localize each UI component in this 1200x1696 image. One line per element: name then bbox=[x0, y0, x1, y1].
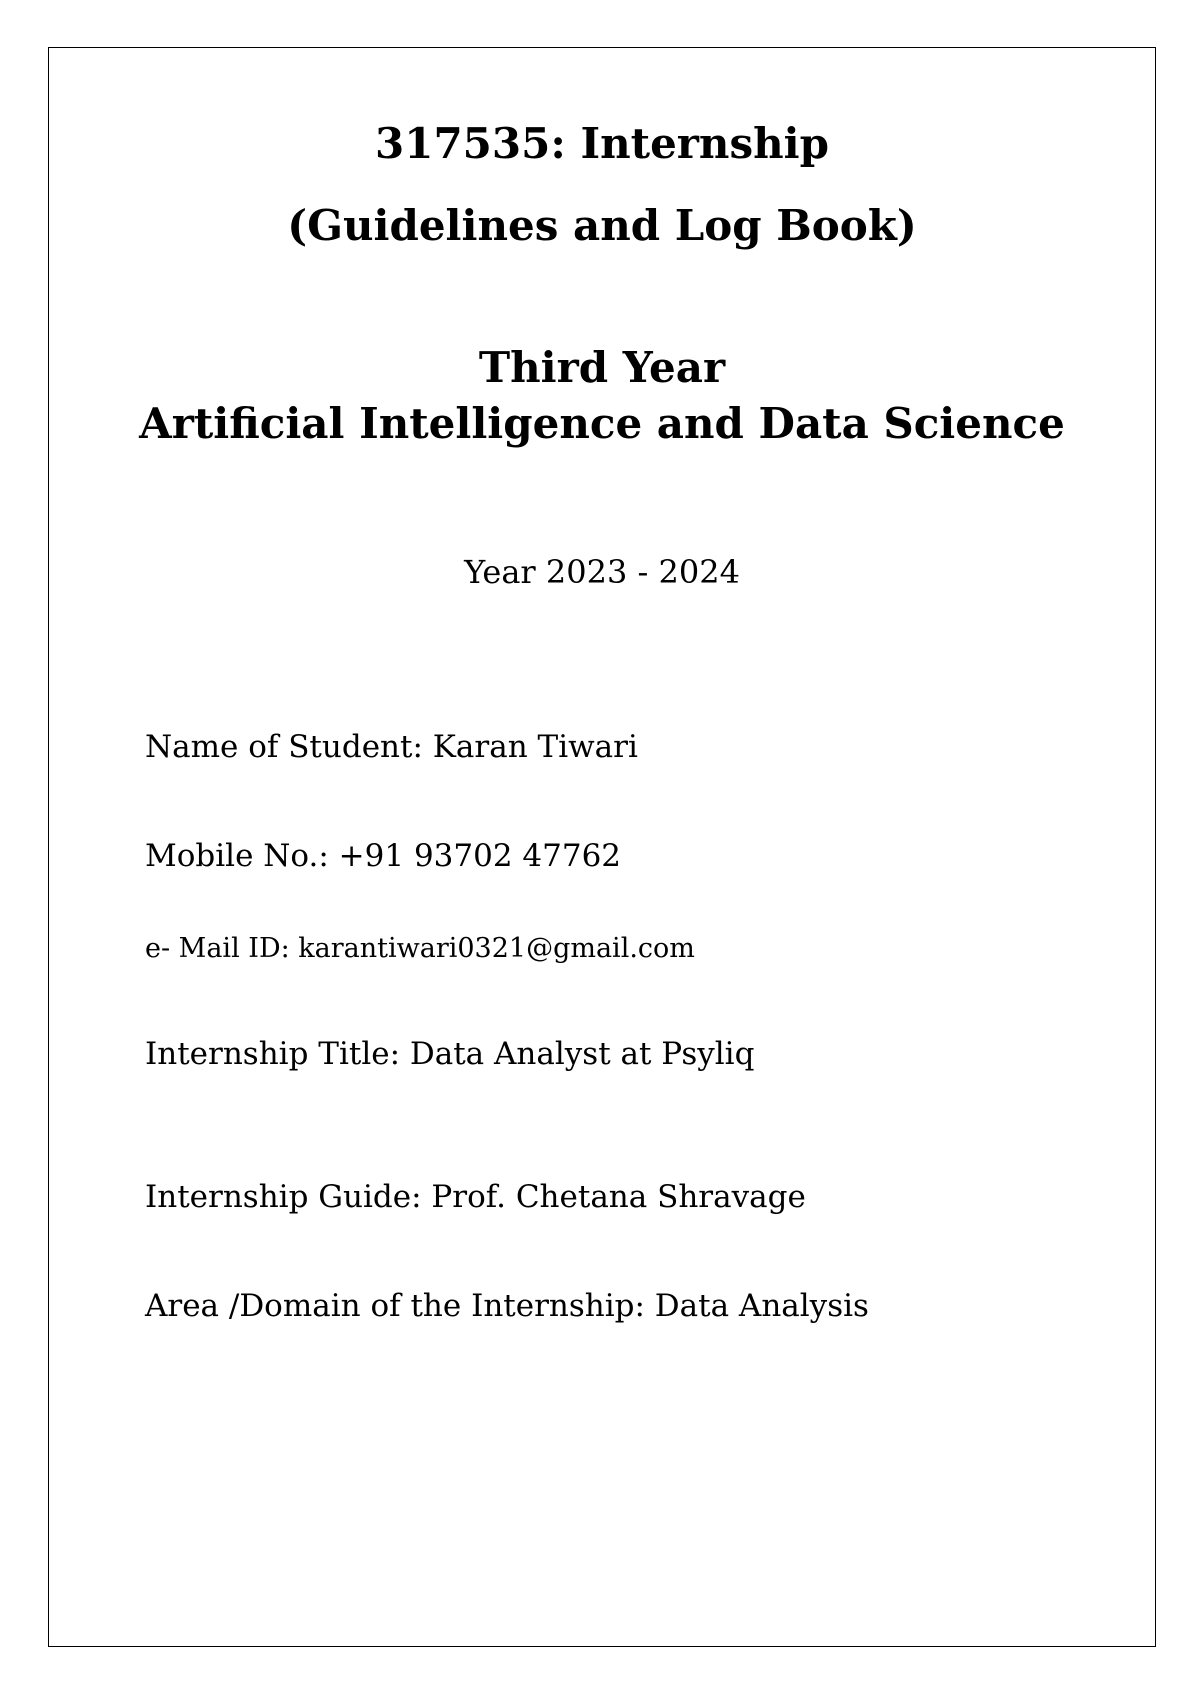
internship-title-field bbox=[145, 1034, 754, 1074]
document-subtitle: (Guidelines and Log Book) bbox=[287, 201, 917, 250]
academic-year: Year 2023 - 2024 bbox=[464, 553, 740, 591]
course-title: 317535: Internship bbox=[375, 119, 829, 168]
internship-domain-text: Area /Domain of the Internship: Data Analysis bbox=[145, 1288, 869, 1324]
year-heading: Third Year bbox=[478, 343, 726, 392]
mobile-text: Mobile No.: +91 93702 47762 bbox=[145, 838, 622, 874]
internship-title-text: Internship Title: Data Analyst at Psyliq bbox=[145, 1036, 755, 1072]
internship-domain-field bbox=[145, 1286, 869, 1326]
internship-guide-text: Internship Guide: Prof. Chetana Shravage bbox=[145, 1179, 806, 1215]
student-name-text: Name of Student: Karan Tiwari bbox=[145, 729, 638, 765]
internship-guide-field bbox=[145, 1177, 806, 1217]
program-heading: Artificial Intelligence and Data Science bbox=[139, 399, 1065, 448]
student-name-field bbox=[145, 727, 638, 767]
mobile-field bbox=[145, 836, 621, 876]
email-field bbox=[145, 931, 695, 967]
email-text: e- Mail ID: karantiwari0321@gmail.com bbox=[145, 933, 695, 964]
